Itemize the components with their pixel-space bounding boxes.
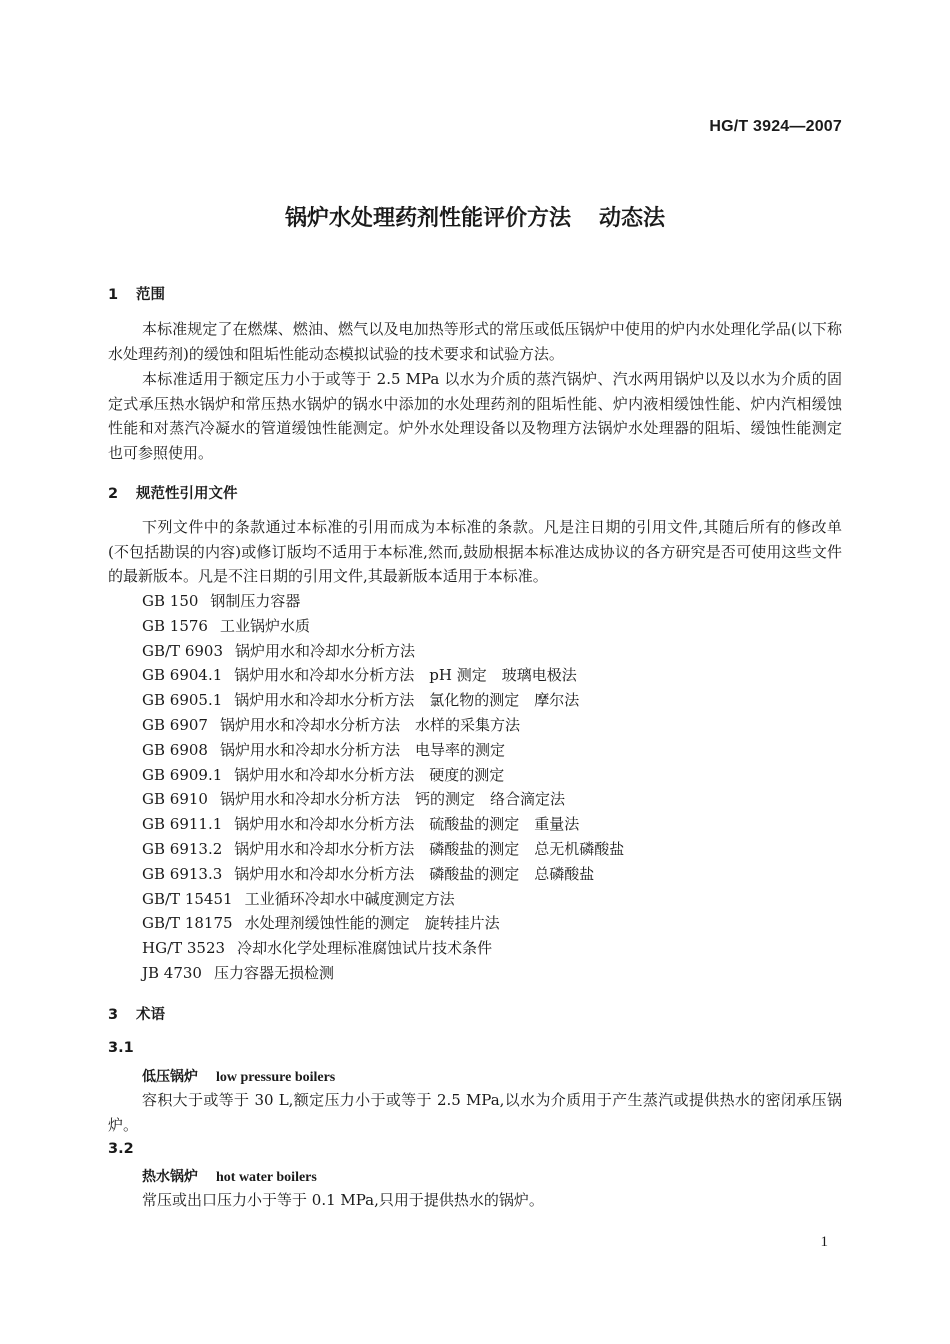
reference-item bbox=[142, 763, 624, 788]
term-3-2-name bbox=[142, 1166, 317, 1186]
reference-title: 锅炉用水和冷却水分析方法 硬度的测定 bbox=[234, 765, 505, 784]
page-number: 1 bbox=[820, 1234, 828, 1250]
reference-title: 锅炉用水和冷却水分析方法 钙的测定 络合滴定法 bbox=[219, 790, 565, 809]
reference-title: 冷却水化学处理标准腐蚀试片技术条件 bbox=[237, 939, 493, 958]
section-number: 1 bbox=[108, 287, 119, 303]
standard-code: HG/T 3924—2007 bbox=[709, 118, 842, 135]
reference-title: 压力容器无损检测 bbox=[213, 963, 334, 982]
normative-reference-list bbox=[142, 589, 624, 986]
reference-code: HG/T 3523 bbox=[142, 939, 226, 958]
reference-code: GB 6908 bbox=[142, 740, 208, 759]
reference-title: 钢制压力容器 bbox=[210, 592, 301, 610]
reference-code: GB 6913.3 bbox=[142, 864, 223, 883]
term-3-2-number: 3.2 bbox=[108, 1141, 134, 1157]
reference-code: GB/T 18175 bbox=[142, 914, 233, 933]
reference-item bbox=[142, 663, 624, 688]
reference-item bbox=[142, 589, 624, 614]
reference-item bbox=[142, 713, 624, 738]
title-method: 动态法 bbox=[599, 206, 666, 231]
section-number: 3 bbox=[108, 1007, 119, 1023]
term-english: low pressure boilers bbox=[216, 1070, 336, 1085]
reference-title: 锅炉用水和冷却水分析方法 磷酸盐的测定 总磷酸盐 bbox=[234, 864, 595, 883]
reference-title: 锅炉用水和冷却水分析方法 电导率的测定 bbox=[219, 740, 505, 759]
term-3-1-name bbox=[142, 1066, 335, 1086]
reference-item bbox=[142, 936, 624, 961]
reference-title: 水处理剂缓蚀性能的测定 旋转挂片法 bbox=[244, 914, 500, 933]
term-chinese: 低压锅炉 bbox=[142, 1069, 198, 1085]
reference-item bbox=[142, 911, 624, 936]
reference-title: 锅炉用水和冷却水分析方法 pH 测定 玻璃电极法 bbox=[234, 666, 577, 685]
section-title: 规范性引用文件 bbox=[136, 486, 238, 502]
reference-code: GB 6910 bbox=[142, 790, 208, 809]
section-1-paragraph-1: 本标准规定了在燃煤、燃油、燃气以及电加热等形式的常压或低压锅炉中使用的炉内水处理化学品(以下称水处理药剂)的缓蚀和阻垢性能动态模拟试验的技术要求和试验方法。 bbox=[108, 320, 842, 363]
reference-title: 锅炉用水和冷却水分析方法 磷酸盐的测定 总无机磷酸盐 bbox=[234, 839, 625, 858]
title-main: 锅炉水处理药剂性能评价方法 bbox=[284, 206, 571, 231]
reference-code: GB 6909.1 bbox=[142, 765, 223, 784]
reference-title: 工业循环冷却水中碱度测定方法 bbox=[244, 889, 455, 908]
term-3-1-definition: 容积大于或等于 30 L,额定压力小于或等于 2.5 MPa,以水为介质用于产生蒸汽或提供热水的密闭承压锅炉。 bbox=[108, 1091, 842, 1134]
reference-title: 锅炉用水和冷却水分析方法 氯化物的测定 摩尔法 bbox=[234, 691, 580, 710]
reference-code: GB 1576 bbox=[142, 616, 208, 635]
section-2-heading bbox=[108, 482, 238, 503]
reference-item bbox=[142, 614, 624, 639]
document-title bbox=[0, 201, 950, 232]
reference-item bbox=[142, 688, 624, 713]
reference-code: GB 150 bbox=[142, 592, 199, 610]
reference-item bbox=[142, 961, 624, 986]
term-3-1-number: 3.1 bbox=[108, 1040, 134, 1056]
term-english: hot water boilers bbox=[216, 1170, 317, 1185]
reference-code: GB 6911.1 bbox=[142, 815, 223, 834]
section-title: 术语 bbox=[136, 1007, 165, 1023]
reference-item bbox=[142, 812, 624, 837]
term-3-2-definition: 常压或出口压力小于等于 0.1 MPa,只用于提供热水的锅炉。 bbox=[142, 1191, 544, 1209]
section-1-heading bbox=[108, 283, 165, 304]
section-1-paragraph-2: 本标准适用于额定压力小于或等于 2.5 MPa 以水为介质的蒸汽锅炉、汽水两用锅炉以及以水为介质的固定式承压热水锅炉和常压热水锅炉的锅水中添加的水处理药剂的阻垢性能、炉内液相缓蚀性能、炉内汽相缓蚀性能和对蒸汽冷凝水的管道缓蚀性能测定。炉外水处理设备以及物理方法锅炉水处理器的阻垢、缓蚀性能测定也可参照使用。 bbox=[108, 370, 842, 462]
reference-code: GB 6904.1 bbox=[142, 666, 223, 685]
reference-item bbox=[142, 738, 624, 763]
reference-title: 锅炉用水和冷却水分析方法 硫酸盐的测定 重量法 bbox=[234, 815, 580, 834]
reference-code: GB 6905.1 bbox=[142, 691, 223, 710]
reference-code: GB 6907 bbox=[142, 715, 208, 734]
section-3-heading bbox=[108, 1003, 165, 1024]
reference-code: GB 6913.2 bbox=[142, 839, 223, 858]
term-chinese: 热水锅炉 bbox=[142, 1169, 198, 1185]
reference-code: GB/T 6903 bbox=[142, 641, 224, 660]
reference-code: GB/T 15451 bbox=[142, 889, 233, 908]
section-title: 范围 bbox=[136, 287, 165, 303]
reference-item bbox=[142, 787, 624, 812]
section-2-paragraph: 下列文件中的条款通过本标准的引用而成为本标准的条款。凡是注日期的引用文件,其随后所有的修改单(不包括勘误的内容)或修订版均不适用于本标准,然而,鼓励根据本标准达成协议的各方研究是否可使用这些文件的最新版本。凡是不注日期的引用文件,其最新版本适用于本标准。 bbox=[108, 518, 842, 586]
reference-code: JB 4730 bbox=[142, 963, 202, 982]
reference-item bbox=[142, 887, 624, 912]
reference-item bbox=[142, 639, 624, 664]
reference-item bbox=[142, 837, 624, 862]
section-number: 2 bbox=[108, 486, 119, 502]
reference-title: 锅炉用水和冷却水分析方法 bbox=[235, 641, 416, 660]
reference-title: 工业锅炉水质 bbox=[219, 616, 310, 635]
reference-title: 锅炉用水和冷却水分析方法 水样的采集方法 bbox=[219, 715, 520, 734]
reference-item bbox=[142, 862, 624, 887]
